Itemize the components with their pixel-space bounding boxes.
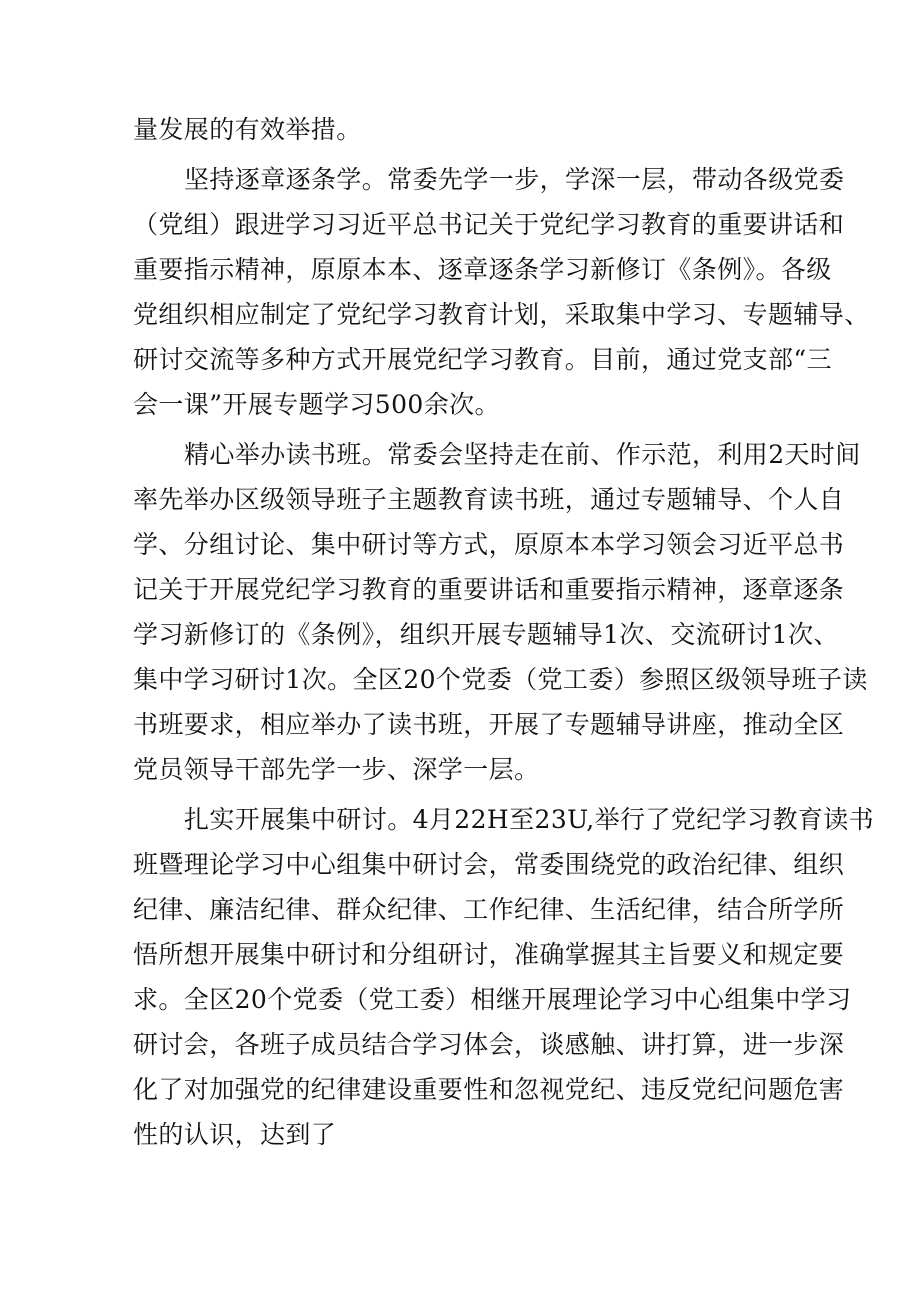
paragraph-first-line: 精心举办读书班。常委会坚持走在前、作示范，利用2天时间: [184, 440, 861, 469]
text-line: 会一课”开展专题学习500余次。: [133, 390, 500, 419]
text-line: 化了对加强党的纪律建设重要性和忽视党纪、违反党纪问题危害: [133, 1075, 845, 1104]
text-line: 量发展的有效举措。: [133, 115, 362, 144]
text-line: 率先举办区级领导班子主题教育读书班，通过专题辅导、个人自: [133, 485, 845, 514]
text-line: 学、分组讨论、集中研讨等方式，原原本本学习领会习近平总书: [133, 530, 845, 559]
paragraph-first-line: 扎实开展集中研讨。4月22H至23U,举行了党纪学习教育读书: [184, 805, 875, 834]
text-line: 学习新修订的《条例》，组织开展专题辅导1次、交流研讨1次、: [133, 620, 839, 649]
text-line: 悟所想开展集中研讨和分组研讨，准确掌握其主旨要义和规定要: [133, 940, 845, 969]
text-line: 纪律、廉洁纪律、群众纪律、工作纪律、生活纪律，结合所学所: [133, 895, 845, 924]
text-line: 班暨理论学习中心组集中研讨会，常委围绕党的政治纪律、组织: [133, 850, 845, 879]
text-line: 党员领导干部先学一步、深学一层。: [133, 755, 540, 784]
text-line: 记关于开展党纪学习教育的重要讲话和重要指示精神，逐章逐条: [133, 575, 845, 604]
text-line: 性的认识，达到了: [133, 1120, 337, 1149]
text-line: 求。全区20个党委（党工委）相继开展理论学习中心组集中学习: [133, 985, 852, 1014]
text-line: 重要指示精神，原原本本、逐章逐条学习新修订《条例》。各级: [133, 255, 832, 284]
paragraph-first-line: 坚持逐章逐条学。常委先学一步，学深一层，带动各级党委: [184, 165, 845, 194]
text-line: 集中学习研讨1次。全区20个党委（党工委）参照区级领导班子读: [133, 665, 868, 694]
text-line: 党组织相应制定了党纪学习教育计划，采取集中学习、专题辅导、: [133, 300, 870, 329]
text-line: 书班要求，相应举办了读书班，开展了专题辅导讲座，推动全区: [133, 710, 845, 739]
text-line: （党组）跟进学习习近平总书记关于党纪学习教育的重要讲话和: [133, 210, 845, 239]
text-line: 研讨交流等多种方式开展党纪学习教育。目前，通过党支部“三: [133, 345, 832, 374]
text-line: 研讨会，各班子成员结合学习体会，谈感触、讲打算，进一步深: [133, 1030, 845, 1059]
